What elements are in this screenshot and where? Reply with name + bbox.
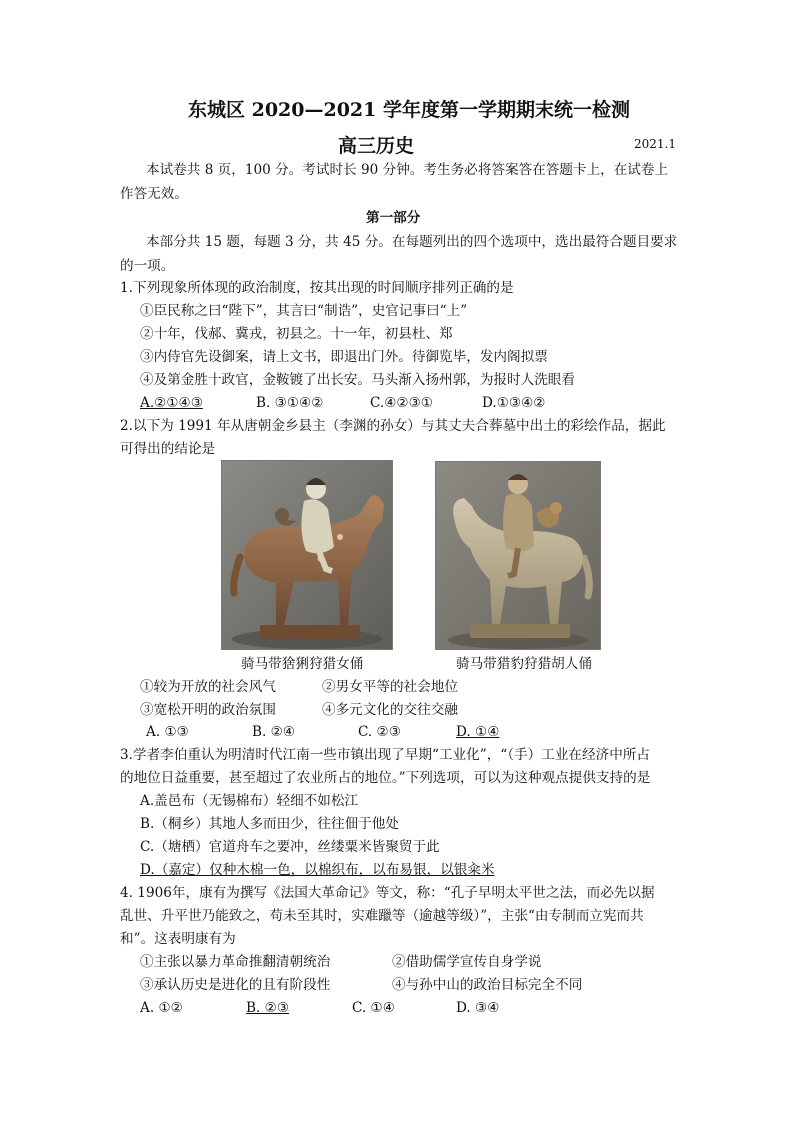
- caption-female-rider: 骑马带猞猁狩猎女俑: [241, 656, 364, 672]
- exam-title: 东城区 2020—2021 学年度第一学期期末统一检测: [188, 99, 630, 121]
- q4-stem-line-3: 和”。这表明康有为: [120, 931, 236, 947]
- q4-option-a: A. ①②: [140, 1000, 183, 1016]
- q3-stem-line-1: 3.学者李伯重认为明清时代江南一些市镇出现了早期“工业化”，“（手）工业在经济中所占: [120, 747, 650, 763]
- q3-option-c: C.（塘栖）官道舟车之要冲，丝缕粟米皆聚贸于此: [140, 839, 440, 855]
- exam-date: 2021.1: [634, 137, 676, 151]
- intro-line-2: 作答无效。: [120, 186, 188, 202]
- q2-option-c: C. ②③: [358, 724, 401, 740]
- q4-stem-line-2: 乱世、升平世乃能致之，苟未至其时，实难躐等（逾越等级）”，主张“由专制而立宪而共: [120, 908, 644, 924]
- q2-stem-line-1: 2.以下为 1991 年从唐朝金乡县主（李渊的孙女）与其丈夫合葬墓中出土的彩绘作品，据此: [120, 418, 666, 434]
- q4-item-4: ④与孙中山的政治目标完全不同: [392, 977, 583, 993]
- q1-item-3: ③内侍官先设御案，请上文书，即退出门外。待御览毕，发内阁拟票: [140, 349, 548, 365]
- part1-desc-line-2: 的一项。: [120, 258, 175, 274]
- q3-option-a: A.盖邑布（无锡棉布）轻细不如松江: [140, 793, 359, 809]
- hu-rider-figurine-image: [435, 461, 601, 650]
- q1-item-1: ①臣民称之曰“陛下”，其言曰“制诰”，史官记事曰“上”: [140, 303, 468, 319]
- q2-item-3: ③宽松开明的政治氛围: [140, 702, 276, 718]
- q2-item-1: ①较为开放的社会风气: [140, 679, 276, 695]
- q4-item-2: ②借助儒学宣传自身学说: [392, 954, 542, 970]
- q2-item-4: ④多元文化的交往交融: [322, 702, 458, 718]
- q1-option-c: C.④②③①: [370, 395, 433, 411]
- q2-option-b: B. ②④: [252, 724, 296, 740]
- caption-hu-rider: 骑马带猎豹狩猎胡人俑: [456, 656, 592, 672]
- q4-option-d: D. ③④: [456, 1000, 500, 1016]
- q3-stem-line-2: 的地位日益重要，甚至超过了农业所占的地位。”下列选项，可以为这种观点提供支持的是: [120, 770, 651, 786]
- q4-option-c: C. ①④: [352, 1000, 395, 1016]
- q1-option-a: A.②①④③: [140, 395, 203, 411]
- exam-subject: 高三历史: [338, 135, 415, 157]
- q3-option-b: B.（桐乡）其地人多而田少，往往佃于他处: [140, 816, 399, 832]
- q4-option-b: B. ②③: [246, 1000, 290, 1016]
- female-rider-figurine-image: [221, 460, 393, 650]
- q1-stem: 1.下列现象所体现的政治制度，按其出现的时间顺序排列正确的是: [120, 280, 514, 296]
- q1-item-4: ④及第金胜十政官，金鞍镀了出长安。马头渐入扬州郭，为报时人洗眼看: [140, 372, 575, 388]
- part1-heading: 第一部分: [366, 210, 421, 226]
- q2-option-a: A. ①③: [146, 724, 189, 740]
- intro-line-1: 本试卷共 8 页，100 分。考试时长 90 分钟。考生务必将答案答在答题卡上，在试卷上: [146, 162, 669, 178]
- q1-option-d: D.①③④②: [482, 395, 546, 411]
- q1-item-2: ②十年，伐郝、冀戎，初县之。十一年，初县杜、郑: [140, 326, 453, 342]
- q3-option-d: D.（嘉定）仅种木棉一色，以棉织布，以布易银，以银籴米: [140, 862, 495, 878]
- part1-desc-line-1: 本部分共 15 题，每题 3 分，共 45 分。在每题列出的四个选项中，选出最符合题目要求: [146, 234, 678, 250]
- q4-stem-line-1: 4. 1906年，康有为撰写《法国大革命记》等文，称：“孔子早明太平世之法，而必先以据: [120, 885, 655, 901]
- q4-item-1: ①主张以暴力革命推翻清朝统治: [140, 954, 331, 970]
- q1-option-b: B. ③①④②: [256, 395, 324, 411]
- q4-item-3: ③承认历史是进化的且有阶段性: [140, 977, 331, 993]
- q2-item-2: ②男女平等的社会地位: [322, 679, 458, 695]
- q2-stem-line-2: 可得出的结论是: [120, 441, 216, 457]
- q2-option-d: D. ①④: [456, 724, 500, 740]
